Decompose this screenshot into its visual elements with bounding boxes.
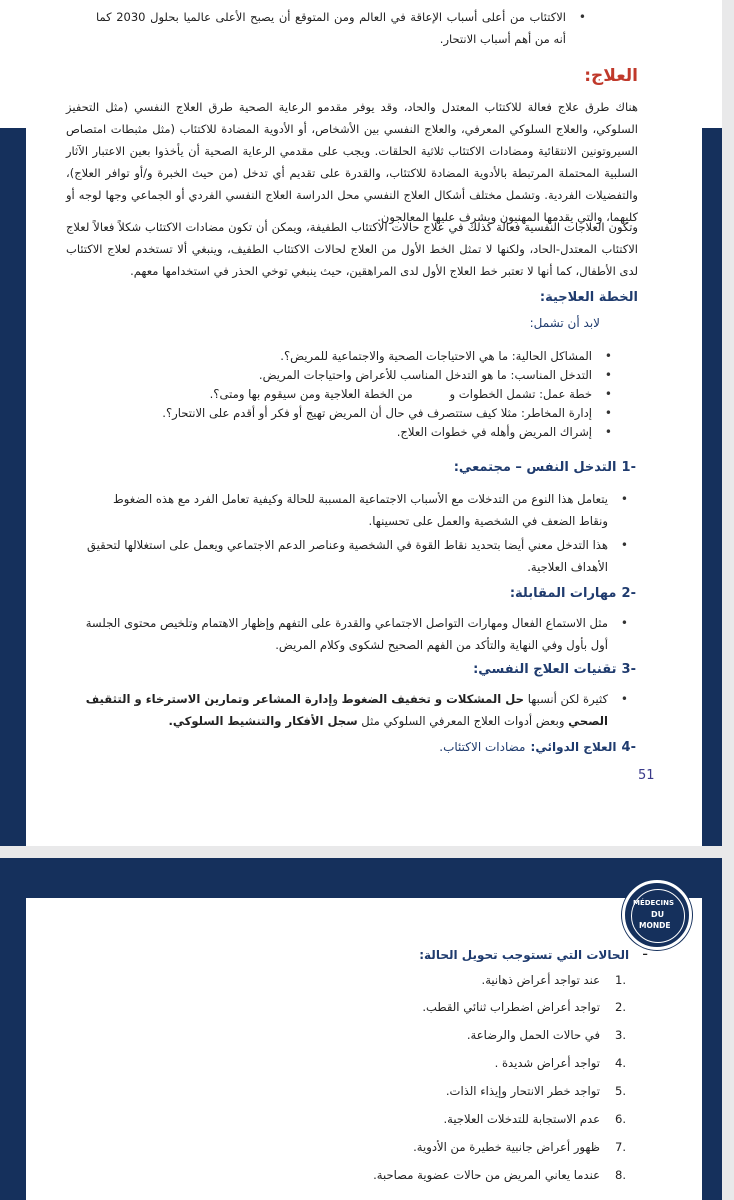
logo-text-mid: DU xyxy=(651,910,665,919)
section-1-title: التدخل النفس – مجتمعي: xyxy=(453,460,617,475)
top-bullet: • الاكتئاب من أعلى أسباب الإعاقة في العالم ومن المتوقع أن يصبح الأعلى عالميا بحلول 2030 كما أنه من أهم أسباب الانتحار. xyxy=(96,6,566,50)
list-item: • يتعامل هذا النوع من التدخلات مع الأسباب الاجتماعية المسببة للحالة وكيفية تعامل الفرد مع هذه الضغوط ونقاط الضعف في الشخصية والعمل على تحسينها. xyxy=(82,488,608,532)
document-page-52 xyxy=(0,858,722,1200)
treatment-paragraph-2: وتكون العلاجات النفسية فعالة كذلك في علاج حالات الاكتئاب الطفيفة، ويمكن أن تكون مضادات الاكتئاب شكلاً فعالاً لعلاج الاكتئاب المعتدل-الحاد، ولكنها لا تمثل الخط الأول من العلاج لحالات الاكتئاب الطفيف، وينبغي ألا تستخدم لعلاج الاكتئاب لدى الأطفال، كما أنها لا تعتبر خط العلاج الأول لدى المراهقين، حيث ينبغي توخي الحذر في استخدامها معهم. xyxy=(66,220,638,278)
section-4-title: العلاج الدوائي: xyxy=(530,740,617,754)
list-item: 7. ظهور أعراض جانبية خطيرة من الأدوية. xyxy=(413,1140,626,1154)
bullet-icon: • xyxy=(604,368,612,382)
bullet-icon: • xyxy=(604,425,612,439)
bullet-icon: • xyxy=(604,406,612,420)
list-item: • المشاكل الحالية: ما هي الاحتياجات الصحية والاجتماعية للمريض؟. xyxy=(112,345,592,367)
list-item: • إدارة المخاطر: مثلا كيف ستتصرف في حال أن المريض تهيج أو فكر أو أقدم على الانتحار؟. xyxy=(112,402,592,424)
bullet-icon: • xyxy=(578,10,586,24)
section-4-heading xyxy=(439,736,636,755)
referral-heading xyxy=(419,944,648,963)
bullet-icon: • xyxy=(604,387,612,401)
section-1-number: -1 xyxy=(621,460,636,475)
list-item: 5. تواجد خطر الانتحار وإيذاء الذات. xyxy=(445,1084,626,1098)
list-item: • إشراك المريض وأهله في خطوات العلاج. xyxy=(112,421,592,443)
section-3-heading xyxy=(473,658,636,677)
section-3-number: -3 xyxy=(621,662,636,677)
referral-title: الحالات التي تستوجب تحويل الحالة: xyxy=(419,948,630,962)
right-decor-bar xyxy=(702,898,722,1200)
bullet-icon: • xyxy=(620,538,628,552)
section-4-number: -4 xyxy=(621,740,636,755)
top-decor-bar xyxy=(0,858,722,898)
plan-heading: الخطة العلاجية: xyxy=(539,290,638,305)
bullet-icon: • xyxy=(620,692,628,706)
logo-text-top: MÉDECINS xyxy=(633,899,674,907)
right-decor-bar xyxy=(702,128,722,846)
section-4-text: مضادات الاكتئاب. xyxy=(439,740,526,754)
list-item: 2. تواجد أعراض اضطراب ثنائي القطب. xyxy=(422,1000,626,1014)
section-2-heading xyxy=(510,582,636,601)
left-decor-bar xyxy=(0,128,26,846)
list-item: • التدخل المناسب: ما هو التدخل المناسب للأعراض واحتياجات المريض. xyxy=(112,364,592,386)
list-item: 1. عند تواجد أعراض ذهانية. xyxy=(481,973,626,987)
logo-text-bottom: MONDE xyxy=(639,921,671,930)
list-item: • كثيرة لكن أنسبها حل المشكلات و تخفيف الضغوط وإدارة المشاعر وتمارين الاسترخاء و التثقيف الصحي وبعض أدوات العلاج المعرفي السلوكي مثل سجل الأفكار والتنشيط السلوكي. xyxy=(82,688,608,732)
section-2-title: مهارات المقابلة: xyxy=(509,586,617,601)
list-item: 8. عندما يعاني المريض من حالات عضوية مصاحبة. xyxy=(373,1168,626,1182)
treatment-heading: العلاج: xyxy=(584,66,638,86)
bullet-icon: • xyxy=(620,492,628,506)
section-3-title: تقنيات العلاج النفسي: xyxy=(473,662,617,677)
list-item: • مثل الاستماع الفعال ومهارات التواصل الاجتماعي والقدرة على التفهم وإظهار الاهتمام وتلخيص محتوى الجلسة أول بأول وفي النهاية والتأكد من الفهم الصحيح لشكوى وكلام المريض. xyxy=(82,612,608,656)
bullet-icon: • xyxy=(620,616,628,630)
section-1-heading xyxy=(454,456,636,475)
list-item: • هذا التدخل معني أيضا بتحديد نقاط القوة في الشخصية وعناصر الدعم الاجتماعي ويعمل على استغلالها لتحقيق الأهداف العلاجية. xyxy=(82,534,608,578)
referral-dash: - xyxy=(642,944,648,963)
page-number: 51 xyxy=(638,768,655,783)
left-decor-bar xyxy=(0,898,26,1200)
medecins-du-monde-logo xyxy=(622,880,692,950)
list-item: 4. تواجد أعراض شديدة . xyxy=(494,1056,626,1070)
list-item: 6. عدم الاستجابة للتدخلات العلاجية. xyxy=(443,1112,626,1126)
list-item: 3. في حالات الحمل والرضاعة. xyxy=(466,1028,626,1042)
section-2-number: -2 xyxy=(621,586,636,601)
bullet-icon: • xyxy=(604,349,612,363)
plan-intro: لابد أن تشمل: xyxy=(529,316,600,330)
list-item: • خطة عمل: تشمل الخطوات و من الخطة العلاجية ومن سيقوم بها ومتى؟. xyxy=(112,383,592,405)
treatment-paragraph-1: هناك طرق علاج فعالة للاكتئاب المعتدل والحاد، وقد يوفر مقدمو الرعاية الصحية طرق العلاج النفسي (مثل التحفيز السلوكي، والعلاج السلوكي المعرفي، والعلاج النفسي بين الأشخاص، أو الأدوية المضادة للاكتئاب (مثل مثبطات امتصاص السيروتونين الانتقائية ومضادات الاكتئاب ثلاثية الحلقات. ويجب على مقدمي الرعاية الصحية أن يأخذوا بعين الاعتبار الآثار السلبية المحتملة المرتبطة بالأدوية المضادة للاكتئاب، والقدرة على تقديم أي تدخل (من حيث الخبرة و/أو توافر العلاج)، والتفضيلات الفردية. وتشمل مختلف أشكال العلاج النفسي محل الدراسة العلاج النفسي الفردي أو الجماعي وجها لوجه أو كليهما، والتي يقدمها المهنيون ويشرف عليها المعالجون. xyxy=(66,100,638,224)
